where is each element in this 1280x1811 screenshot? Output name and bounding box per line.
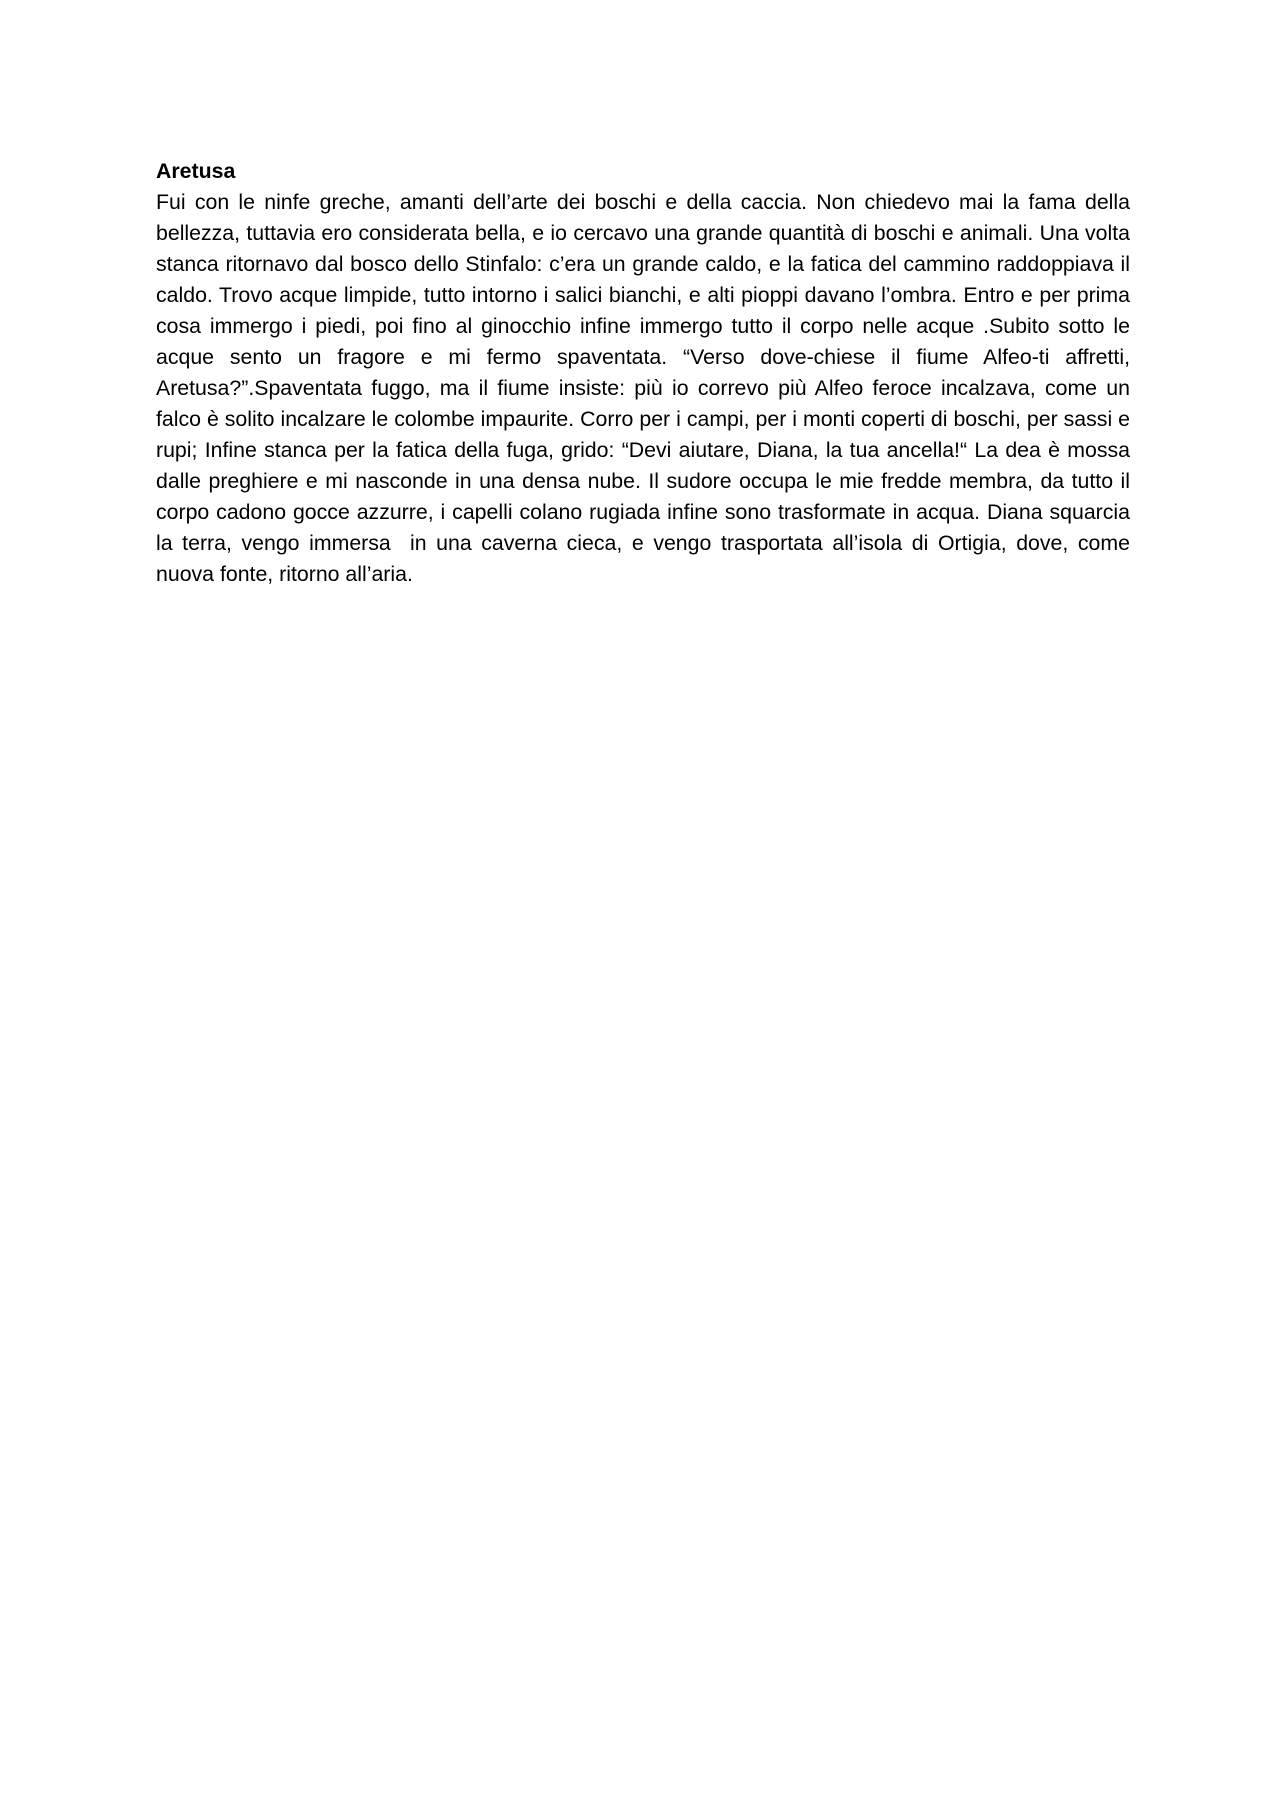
document-body: Fui con le ninfe greche, amanti dell’arte dei boschi e della caccia. Non chiedevo mai la fama della bellezza, tuttavia ero considerata bella, e io cercavo una grande quantità di boschi e animali. Una volta stanca ritornavo dal bosco dello Stinfalo: c’era un grande caldo, e la fatica del cammino raddoppiava il caldo. Trovo acque limpide, tutto intorno i salici bianchi, e alti pioppi davano l’ombra. Entro e per prima cosa immergo i piedi, poi fino al ginocchio infine immergo tutto il corpo nelle acque .Subito sotto le acque sento un fragore e mi fermo spaventata. “Verso dove-chiese il fiume Alfeo-ti affretti, Aretusa?”.Spaventata fuggo, ma il fiume insiste: più io correvo più Alfeo feroce incalzava, come un falco è solito incalzare le colombe impaurite. Corro per i campi, per i monti coperti di boschi, per sassi e rupi; Infine stanca per la fatica della fuga, grido: “Devi aiutare, Diana, la tua ancella!“ La dea è mossa dalle preghiere e mi nasconde in una densa nube. Il sudore occupa le mie fredde membra, da tutto il corpo cadono gocce azzurre, i capelli colano rugiada infine sono trasformate in acqua. Diana squarcia la terra, vengo immersa in una caverna cieca, e vengo trasportata all’isola di Ortigia, dove, come nuova fonte, ritorno all’aria. <box>156 190 1136 586</box>
document-content <box>156 156 1136 590</box>
document-title: Aretusa <box>156 159 236 183</box>
